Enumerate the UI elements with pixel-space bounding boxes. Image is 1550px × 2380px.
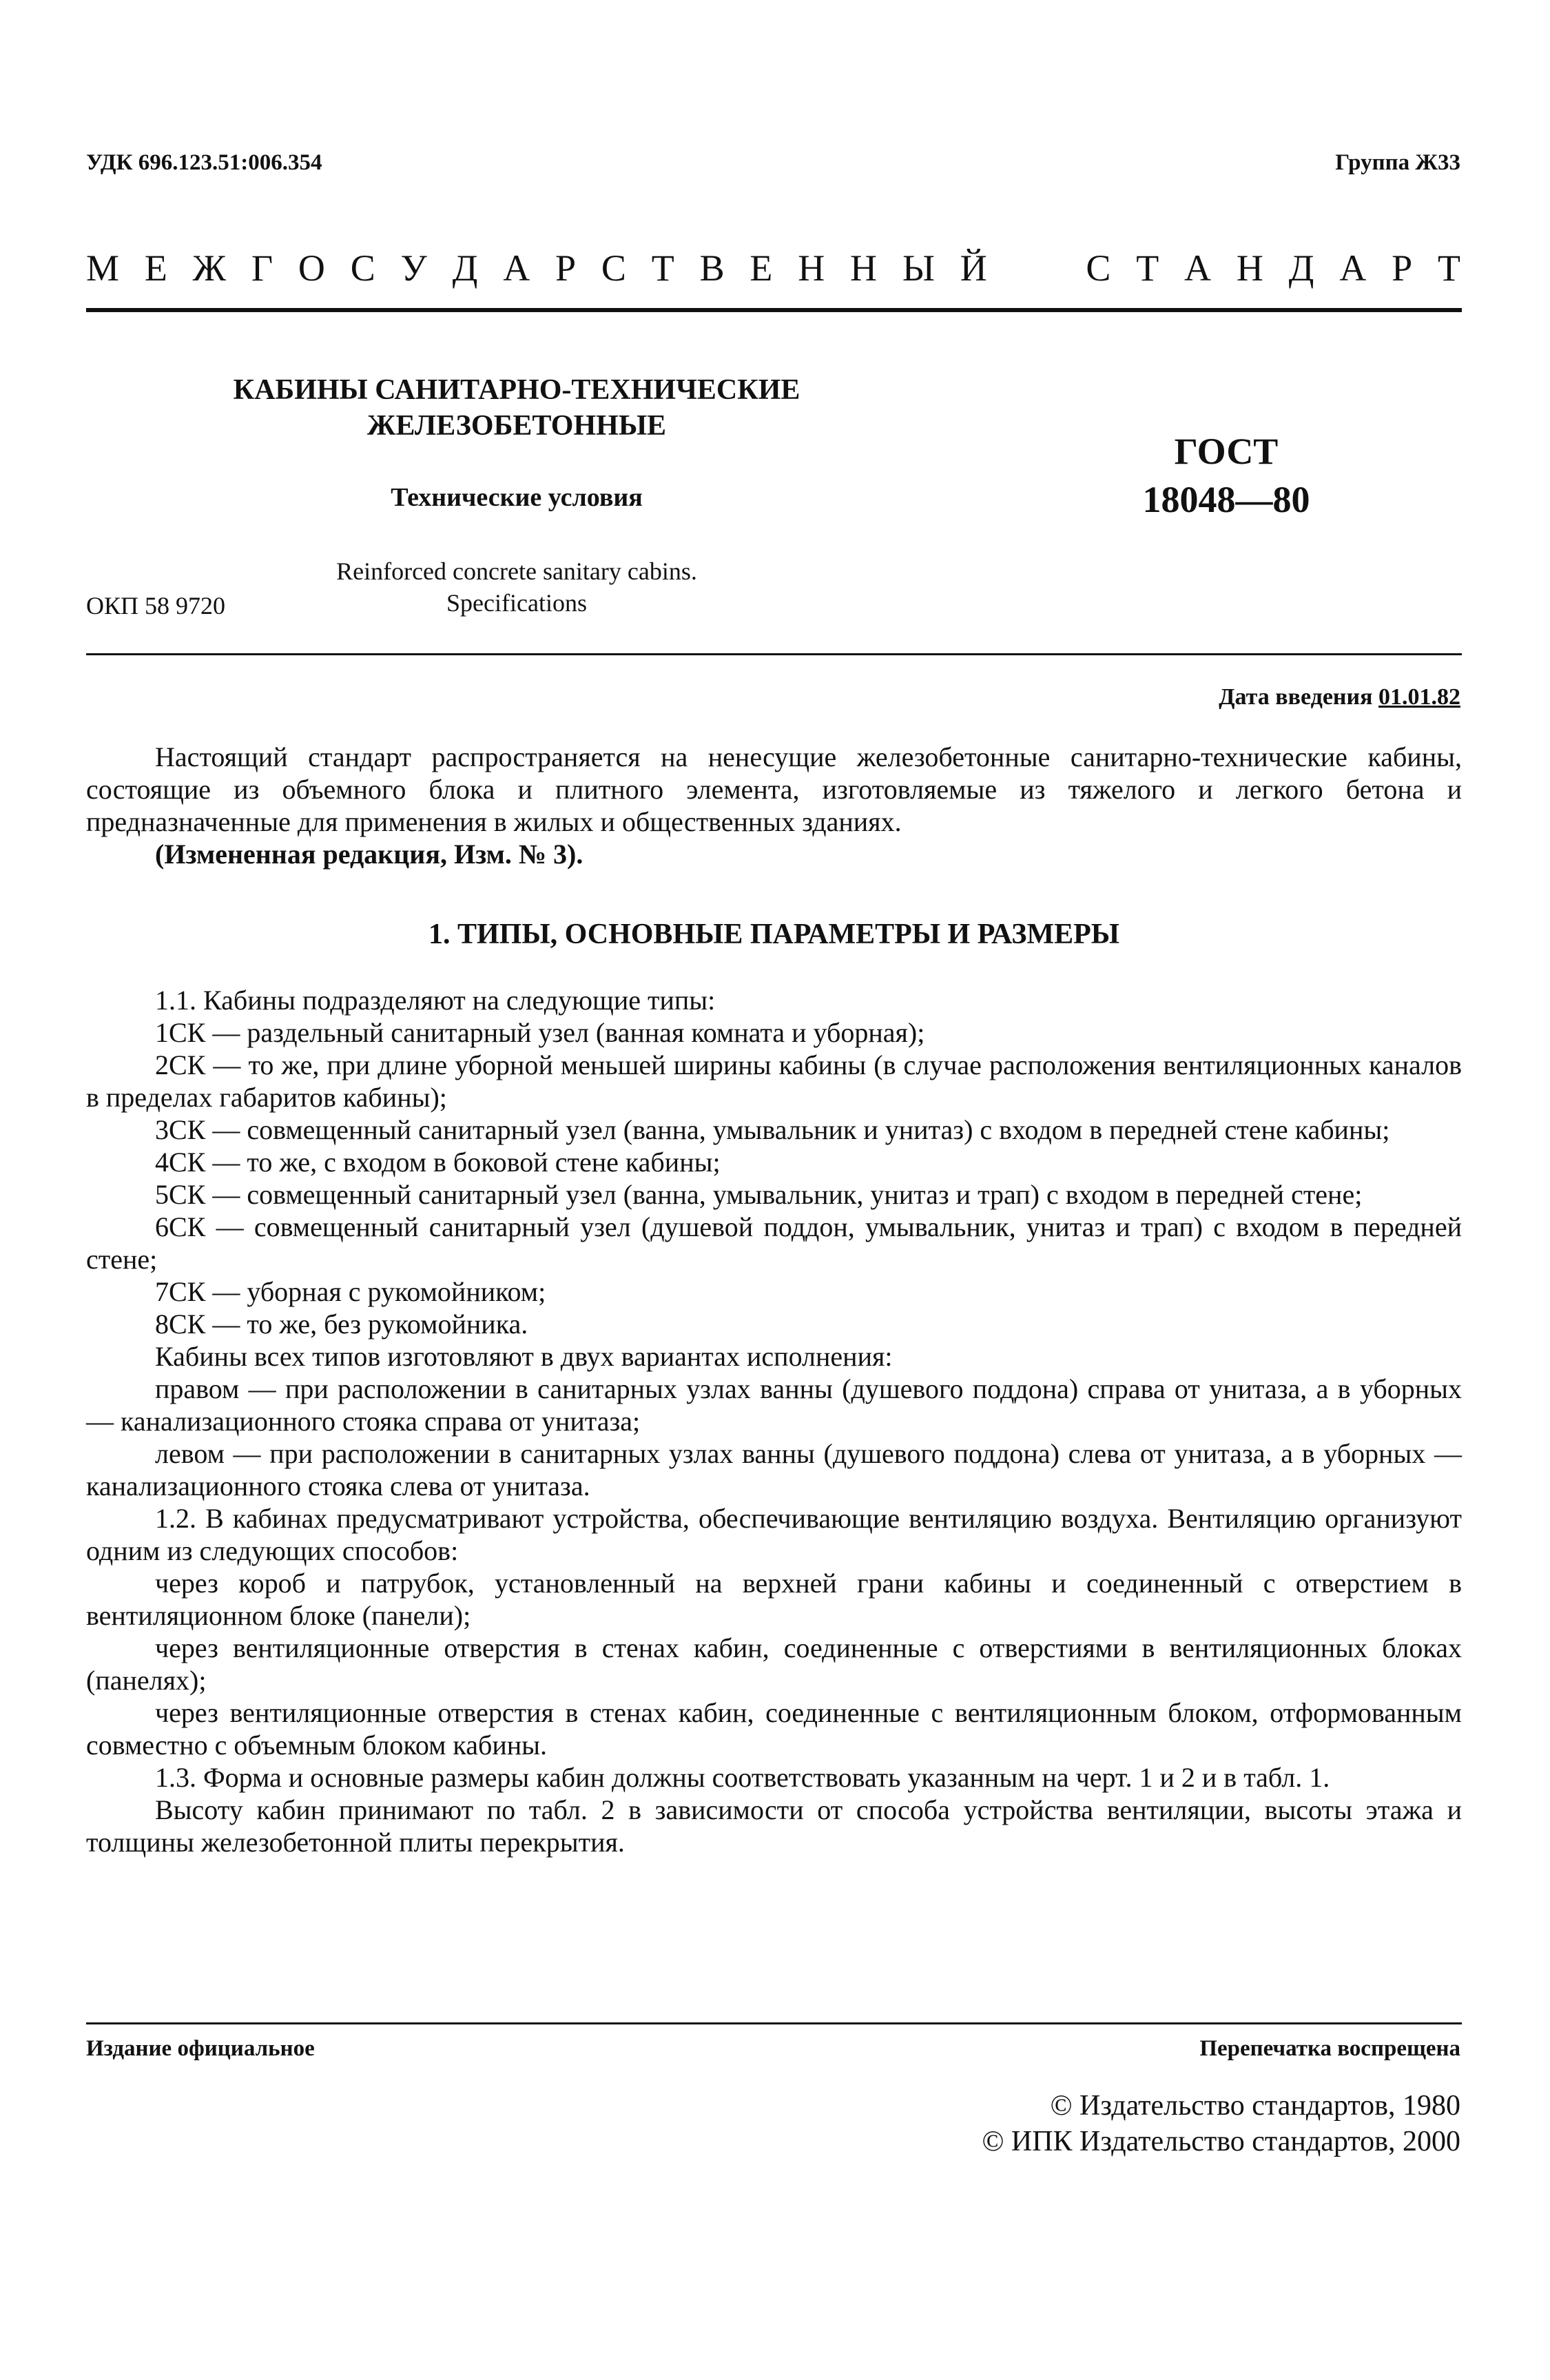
paragraph: 1СК — раздельный санитарный узел (ванная комната и уборная);: [155, 1017, 925, 1048]
paragraph: через короб и патрубок, установленный на верхней грани кабины и соединенный с отверстием в вентиляционном блоке (панели);: [86, 1568, 1462, 1631]
heading-letter: С: [1086, 247, 1111, 289]
interstate-standard-heading: [86, 247, 1460, 289]
paragraph: 3СК — совмещенный санитарный узел (ванна, умывальник и унитаз) с входом в передней стене кабины;: [155, 1114, 1390, 1145]
heading-letter: Д: [1288, 247, 1314, 289]
middle-divider: [86, 653, 1462, 655]
heading-letter: Н: [1236, 247, 1263, 289]
heading-letter: С: [601, 247, 626, 289]
paragraph: через вентиляционные отверстия в стенах кабин, соединенные с вентиляционным блоком, отформованным совместно с объемным блоком кабины.: [86, 1697, 1462, 1761]
paragraph: правом — при расположении в санитарных узлах ванны (душевого поддона) справа от унитаза, а в уборных — канализационного стояка справа от унитаза;: [86, 1373, 1462, 1437]
udk-code: УДК 696.123.51:006.354: [86, 150, 322, 175]
heading-letter: Ы: [902, 247, 935, 289]
copyright-block: [982, 2088, 1460, 2160]
gost-number: 18048—80: [1142, 479, 1310, 520]
paragraph: 1.2. В кабинах предусматривают устройства, обеспечивающие вентиляцию воздуха. Вентиляцию организуют одним из следующих способов:: [86, 1503, 1462, 1566]
heading-letter: Е: [750, 247, 773, 289]
heading-letter: Р: [1392, 247, 1413, 289]
paragraph: Высоту кабин принимают по табл. 2 в зависимости от способа устройства вентиляции, высоты этажа и толщины железобетонной плиты перекрытия.: [86, 1794, 1462, 1858]
section-1-title: 1. ТИПЫ, ОСНОВНЫЕ ПАРАМЕТРЫ И РАЗМЕРЫ: [428, 919, 1120, 950]
heading-letter: Г: [251, 247, 273, 289]
gost-designation: [1054, 427, 1398, 524]
copyright-line-2: © ИПК Издательство стандартов, 2000: [982, 2126, 1460, 2157]
paragraph: через вентиляционные отверстия в стенах кабин, соединенные с отверстиями в вентиляционных блоках (панелях);: [86, 1632, 1462, 1696]
paragraph: 5СК — совмещенный санитарный узел (ванна, умывальник, унитаз и трап) с входом в передней стене;: [155, 1179, 1363, 1210]
copyright-line-1: © Издательство стандартов, 1980: [1050, 2090, 1460, 2122]
heading-letter: Р: [555, 247, 577, 289]
heading-letter: Н: [850, 247, 878, 289]
heading-letter: М: [86, 247, 120, 289]
paragraph: 1.3. Форма и основные размеры кабин должны соответствовать указанным на черт. 1 и 2 и в табл. 1.: [155, 1762, 1330, 1793]
title-line-2: ЖЕЛЕЗОБЕТОННЫЕ: [366, 410, 667, 442]
reprint-prohibited-label: Перепечатка воспрещена: [1199, 2036, 1460, 2061]
heading-letter: А: [503, 247, 530, 289]
paragraph: левом — при расположении в санитарных узлах ванны (душевого поддона) слева от унитаза, а в уборных — канализационного стояка слева от унитаза.: [86, 1438, 1462, 1501]
heading-word-gap: [1013, 247, 1061, 289]
heading-letter: С: [350, 247, 375, 289]
group-code: Группа Ж33: [1335, 150, 1460, 175]
heading-letter: Й: [960, 247, 987, 289]
heading-letter: В: [699, 247, 725, 289]
paragraph: 2СК — то же, при длине уборной меньшей ширины кабины (в случае расположения вентиляционных каналов в пределах габаритов кабины);: [86, 1049, 1462, 1113]
introduction-date: [1219, 684, 1460, 710]
heading-letter: Т: [651, 247, 674, 289]
footer-divider: [86, 2022, 1462, 2024]
paragraph: 4СК — то же, с входом в боковой стене кабины;: [155, 1147, 721, 1178]
subtitle: Технические условия: [391, 483, 643, 512]
heading-letter: А: [1184, 247, 1212, 289]
document-body: [86, 741, 1462, 1858]
heading-letter: У: [400, 247, 427, 289]
okp-code: ОКП 58 9720: [86, 592, 226, 619]
heading-letter: О: [298, 247, 325, 289]
header-row: [86, 150, 1460, 185]
heading-letter: Д: [452, 247, 478, 289]
heading-letter: Е: [144, 247, 167, 289]
heading-letter: Т: [1437, 247, 1460, 289]
paragraph: 8СК — то же, без рукомойника.: [155, 1309, 528, 1340]
paragraph: 1.1. Кабины подразделяют на следующие типы:: [155, 985, 716, 1016]
heading-letter: Т: [1136, 247, 1159, 289]
revision-note: (Измененная редакция, Изм. № 3).: [155, 839, 583, 870]
english-title-line-1: Reinforced concrete sanitary cabins.: [336, 557, 697, 585]
official-edition-label: Издание официальное: [86, 2036, 315, 2061]
english-title: [207, 555, 827, 619]
title-block: [207, 372, 827, 619]
intro-paragraph: Настоящий стандарт распространяется на ненесущие железобетонные санитарно-технические кабины, состоящие из объемного блока и плитного элемента, изготовляемые из тяжелого и легкого бетона и предназначенные для применения в жилых и общественных зданиях.: [86, 741, 1462, 837]
heading-letter: Н: [798, 247, 825, 289]
heading-letter: А: [1339, 247, 1367, 289]
introduction-date-label: Дата введения: [1219, 684, 1378, 710]
paragraph: 7СК — уборная с рукомойником;: [155, 1276, 546, 1307]
paragraph: 6СК — совмещенный санитарный узел (душевой поддон, умывальник, унитаз и трап) с входом в передней стене;: [86, 1211, 1462, 1275]
heading-letter: Ж: [192, 247, 227, 289]
gost-label: ГОСТ: [1174, 431, 1279, 472]
english-title-line-2: Specifications: [446, 589, 587, 617]
top-divider: [86, 308, 1462, 312]
title-line-1: КАБИНЫ САНИТАРНО-ТЕХНИЧЕСКИЕ: [233, 374, 800, 406]
paragraph: Кабины всех типов изготовляют в двух вариантах исполнения:: [155, 1341, 893, 1372]
introduction-date-value: 01.01.82: [1378, 684, 1460, 710]
